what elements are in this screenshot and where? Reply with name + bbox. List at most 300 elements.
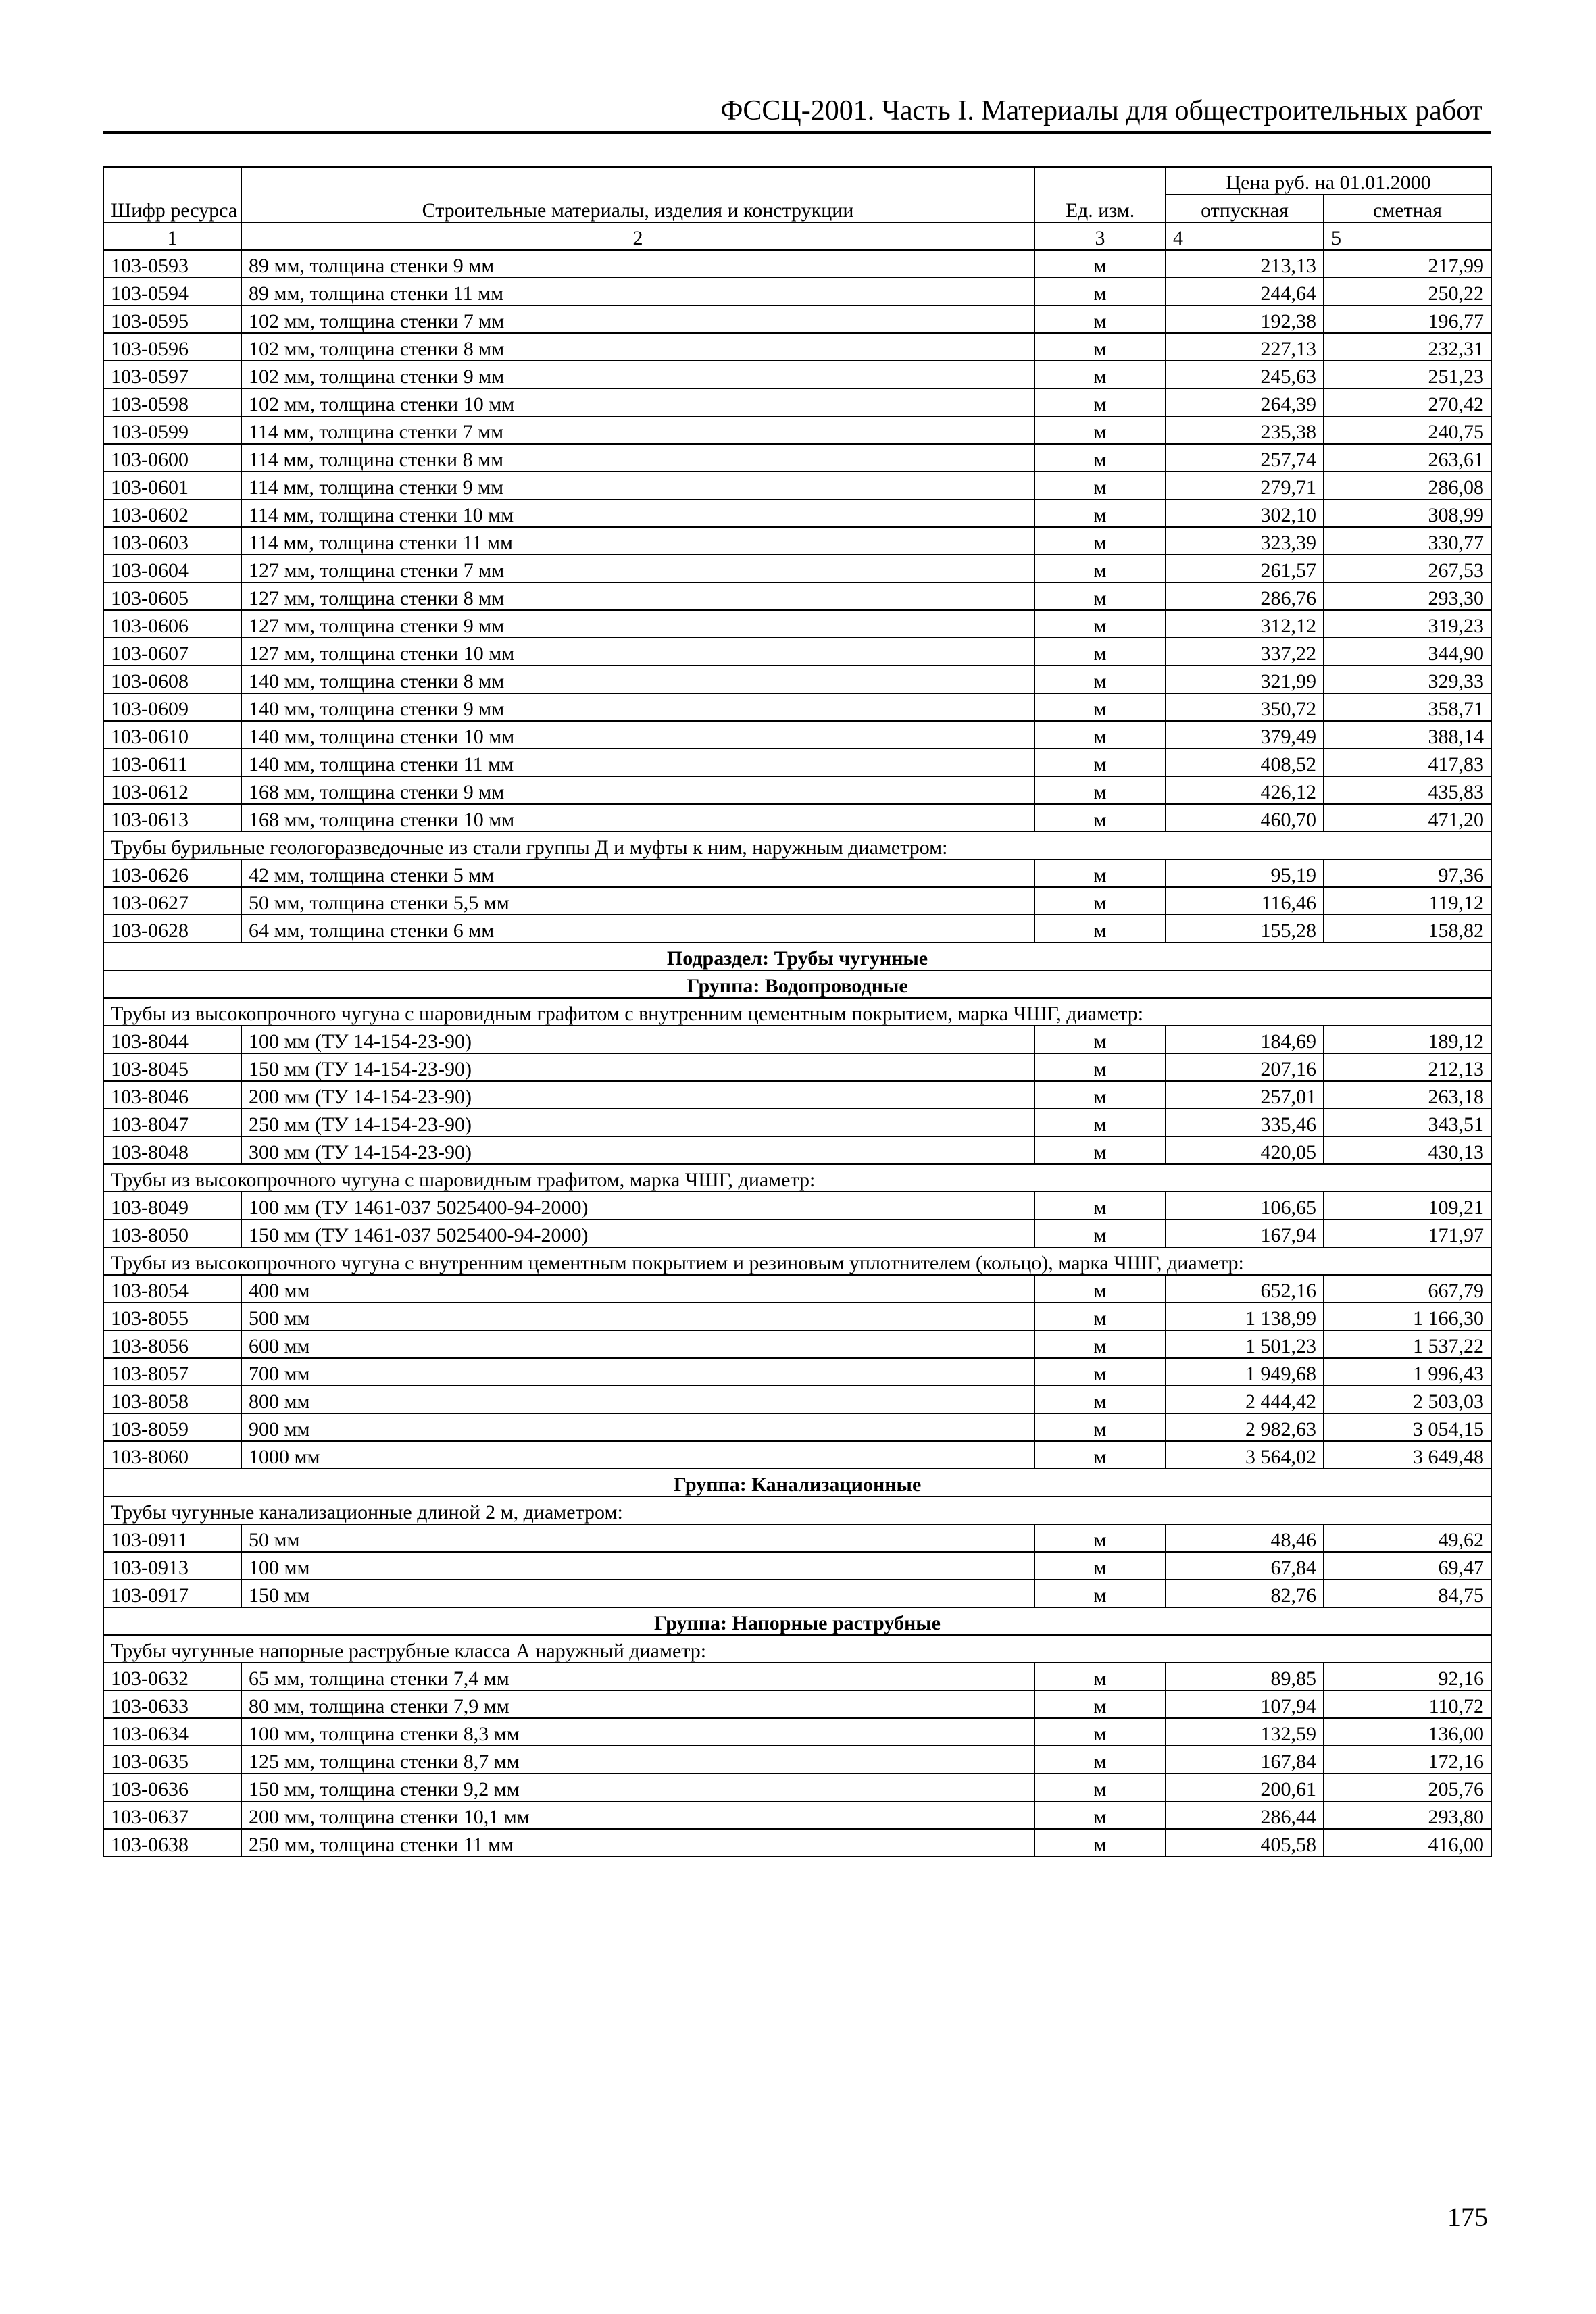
table-row: [103, 1053, 1491, 1081]
release-price-cell: 335,46: [1166, 1109, 1324, 1136]
category-description: Трубы бурильные геологоразведочные из стали группы Д и муфты к ним, наружным диаметром:: [103, 832, 1491, 859]
resource-code-cell: 103-8057: [103, 1358, 241, 1386]
material-name-cell: 127 мм, толщина стенки 9 мм: [241, 610, 1034, 638]
estimate-price-cell: 217,99: [1324, 250, 1491, 278]
unit-cell: м: [1034, 250, 1166, 278]
unit-cell: м: [1034, 1275, 1166, 1303]
release-price-cell: 107,94: [1166, 1690, 1324, 1718]
column-number-5: 5: [1324, 222, 1491, 250]
table-row: [103, 776, 1491, 804]
unit-cell: м: [1034, 776, 1166, 804]
unit-cell: м: [1034, 388, 1166, 416]
unit-cell: м: [1034, 1358, 1166, 1386]
intro-row: [103, 1247, 1491, 1275]
release-price-cell: 192,38: [1166, 305, 1324, 333]
estimate-price-cell: 1 996,43: [1324, 1358, 1491, 1386]
table-row: [103, 582, 1491, 610]
intro-row: [103, 998, 1491, 1026]
release-price-cell: 286,44: [1166, 1801, 1324, 1829]
resource-code-cell: 103-8045: [103, 1053, 241, 1081]
material-name-cell: 64 мм, толщина стенки 6 мм: [241, 915, 1034, 942]
material-name-cell: 89 мм, толщина стенки 9 мм: [241, 250, 1034, 278]
table-row: [103, 915, 1491, 942]
column-header-release: отпускная: [1166, 195, 1324, 222]
resource-code-cell: 103-8048: [103, 1136, 241, 1164]
table-row: [103, 1275, 1491, 1303]
section-row: [103, 942, 1491, 970]
release-price-cell: 207,16: [1166, 1053, 1324, 1081]
resource-code-cell: 103-8054: [103, 1275, 241, 1303]
unit-cell: м: [1034, 472, 1166, 499]
material-name-cell: 400 мм: [241, 1275, 1034, 1303]
unit-cell: м: [1034, 361, 1166, 388]
material-name-cell: 200 мм (ТУ 14-154-23-90): [241, 1081, 1034, 1109]
table-row: [103, 1358, 1491, 1386]
release-price-cell: 312,12: [1166, 610, 1324, 638]
estimate-price-cell: 293,30: [1324, 582, 1491, 610]
material-name-cell: 127 мм, толщина стенки 7 мм: [241, 555, 1034, 582]
table-row: [103, 1524, 1491, 1552]
resource-code-cell: 103-0607: [103, 638, 241, 665]
material-name-cell: 140 мм, толщина стенки 9 мм: [241, 693, 1034, 721]
unit-cell: м: [1034, 1026, 1166, 1053]
material-name-cell: 900 мм: [241, 1413, 1034, 1441]
release-price-cell: 95,19: [1166, 859, 1324, 887]
page-number: 175: [1447, 2202, 1488, 2232]
table-row: [103, 1829, 1491, 1857]
resource-code-cell: 103-0595: [103, 305, 241, 333]
table-row: [103, 305, 1491, 333]
material-name-cell: 300 мм (ТУ 14-154-23-90): [241, 1136, 1034, 1164]
estimate-price-cell: 2 503,03: [1324, 1386, 1491, 1413]
resource-code-cell: 103-0637: [103, 1801, 241, 1829]
unit-cell: м: [1034, 1386, 1166, 1413]
material-name-cell: 127 мм, толщина стенки 10 мм: [241, 638, 1034, 665]
estimate-price-cell: 251,23: [1324, 361, 1491, 388]
column-header-code: Шифр ресурса: [103, 167, 241, 222]
unit-cell: м: [1034, 1829, 1166, 1857]
category-description: Трубы из высокопрочного чугуна с внутренним цементным покрытием и резиновым уплотнителем (кольцо), марка ЧШГ, диаметр:: [103, 1247, 1491, 1275]
resource-code-cell: 103-0917: [103, 1580, 241, 1607]
release-price-cell: 184,69: [1166, 1026, 1324, 1053]
release-price-cell: 379,49: [1166, 721, 1324, 749]
resource-code-cell: 103-0626: [103, 859, 241, 887]
material-name-cell: 114 мм, толщина стенки 7 мм: [241, 416, 1034, 444]
material-name-cell: 600 мм: [241, 1330, 1034, 1358]
estimate-price-cell: 49,62: [1324, 1524, 1491, 1552]
table-row: [103, 444, 1491, 472]
table-row: [103, 749, 1491, 776]
estimate-price-cell: 667,79: [1324, 1275, 1491, 1303]
release-price-cell: 245,63: [1166, 361, 1324, 388]
table-row: [103, 804, 1491, 832]
release-price-cell: 1 949,68: [1166, 1358, 1324, 1386]
material-name-cell: 102 мм, толщина стенки 10 мм: [241, 388, 1034, 416]
release-price-cell: 286,76: [1166, 582, 1324, 610]
table-row: [103, 1663, 1491, 1690]
unit-cell: м: [1034, 721, 1166, 749]
unit-cell: м: [1034, 859, 1166, 887]
material-name-cell: 114 мм, толщина стенки 9 мм: [241, 472, 1034, 499]
material-name-cell: 1000 мм: [241, 1441, 1034, 1469]
resource-code-cell: 103-8046: [103, 1081, 241, 1109]
intro-row: [103, 1635, 1491, 1663]
material-name-cell: 168 мм, толщина стенки 9 мм: [241, 776, 1034, 804]
estimate-price-cell: 189,12: [1324, 1026, 1491, 1053]
resource-code-cell: 103-0606: [103, 610, 241, 638]
material-name-cell: 250 мм, толщина стенки 11 мм: [241, 1829, 1034, 1857]
resource-code-cell: 103-0608: [103, 665, 241, 693]
category-description: Трубы чугунные напорные раструбные класса А наружный диаметр:: [103, 1635, 1491, 1663]
estimate-price-cell: 84,75: [1324, 1580, 1491, 1607]
table-row: [103, 1580, 1491, 1607]
material-name-cell: 150 мм (ТУ 1461-037 5025400-94-2000): [241, 1219, 1034, 1247]
release-price-cell: 167,84: [1166, 1746, 1324, 1774]
table-row: [103, 361, 1491, 388]
resource-code-cell: 103-8058: [103, 1386, 241, 1413]
release-price-cell: 1 501,23: [1166, 1330, 1324, 1358]
unit-cell: м: [1034, 749, 1166, 776]
resource-code-cell: 103-0609: [103, 693, 241, 721]
estimate-price-cell: 232,31: [1324, 333, 1491, 361]
release-price-cell: 261,57: [1166, 555, 1324, 582]
resource-code-cell: 103-0598: [103, 388, 241, 416]
table-row: [103, 555, 1491, 582]
estimate-price-cell: 196,77: [1324, 305, 1491, 333]
material-name-cell: 700 мм: [241, 1358, 1034, 1386]
intro-row: [103, 1164, 1491, 1192]
unit-cell: м: [1034, 278, 1166, 305]
release-price-cell: 167,94: [1166, 1219, 1324, 1247]
release-price-cell: 2 982,63: [1166, 1413, 1324, 1441]
group-row: [103, 970, 1491, 998]
group-row: [103, 1607, 1491, 1635]
table-row: [103, 527, 1491, 555]
resource-code-cell: 103-0599: [103, 416, 241, 444]
resource-code-cell: 103-8049: [103, 1192, 241, 1219]
estimate-price-cell: 471,20: [1324, 804, 1491, 832]
estimate-price-cell: 308,99: [1324, 499, 1491, 527]
release-price-cell: 48,46: [1166, 1524, 1324, 1552]
material-name-cell: 65 мм, толщина стенки 7,4 мм: [241, 1663, 1034, 1690]
estimate-price-cell: 270,42: [1324, 388, 1491, 416]
category-description: Трубы чугунные канализационные длиной 2 м, диаметром:: [103, 1496, 1491, 1524]
estimate-price-cell: 136,00: [1324, 1718, 1491, 1746]
unit-cell: м: [1034, 1219, 1166, 1247]
unit-cell: м: [1034, 1192, 1166, 1219]
estimate-price-cell: 263,61: [1324, 444, 1491, 472]
estimate-price-cell: 158,82: [1324, 915, 1491, 942]
unit-cell: м: [1034, 1580, 1166, 1607]
resource-code-cell: 103-0635: [103, 1746, 241, 1774]
group-heading: Группа: Водопроводные: [103, 970, 1491, 998]
material-name-cell: 140 мм, толщина стенки 11 мм: [241, 749, 1034, 776]
release-price-cell: 350,72: [1166, 693, 1324, 721]
table-row: [103, 1303, 1491, 1330]
unit-cell: м: [1034, 804, 1166, 832]
material-name-cell: 168 мм, толщина стенки 10 мм: [241, 804, 1034, 832]
table-row: [103, 1081, 1491, 1109]
release-price-cell: 426,12: [1166, 776, 1324, 804]
resource-code-cell: 103-8059: [103, 1413, 241, 1441]
resource-code-cell: 103-0633: [103, 1690, 241, 1718]
estimate-price-cell: 97,36: [1324, 859, 1491, 887]
release-price-cell: 235,38: [1166, 416, 1324, 444]
material-name-cell: 150 мм, толщина стенки 9,2 мм: [241, 1774, 1034, 1801]
estimate-price-cell: 171,97: [1324, 1219, 1491, 1247]
resource-code-cell: 103-0613: [103, 804, 241, 832]
material-name-cell: 100 мм, толщина стенки 8,3 мм: [241, 1718, 1034, 1746]
release-price-cell: 460,70: [1166, 804, 1324, 832]
resource-code-cell: 103-0602: [103, 499, 241, 527]
unit-cell: м: [1034, 1053, 1166, 1081]
unit-cell: м: [1034, 416, 1166, 444]
unit-cell: м: [1034, 582, 1166, 610]
material-name-cell: 102 мм, толщина стенки 8 мм: [241, 333, 1034, 361]
resource-code-cell: 103-0627: [103, 887, 241, 915]
group-heading: Группа: Напорные раструбные: [103, 1607, 1491, 1635]
unit-cell: м: [1034, 1690, 1166, 1718]
material-name-cell: 50 мм, толщина стенки 5,5 мм: [241, 887, 1034, 915]
material-name-cell: 114 мм, толщина стенки 10 мм: [241, 499, 1034, 527]
unit-cell: м: [1034, 527, 1166, 555]
material-name-cell: 102 мм, толщина стенки 9 мм: [241, 361, 1034, 388]
table-row: [103, 1552, 1491, 1580]
release-price-cell: 200,61: [1166, 1774, 1324, 1801]
table-row: [103, 388, 1491, 416]
resource-code-cell: 103-0605: [103, 582, 241, 610]
estimate-price-cell: 3 649,48: [1324, 1441, 1491, 1469]
release-price-cell: 257,01: [1166, 1081, 1324, 1109]
estimate-price-cell: 250,22: [1324, 278, 1491, 305]
estimate-price-cell: 329,33: [1324, 665, 1491, 693]
release-price-cell: 2 444,42: [1166, 1386, 1324, 1413]
column-header-estimate: сметная: [1324, 195, 1491, 222]
estimate-price-cell: 119,12: [1324, 887, 1491, 915]
table-row: [103, 887, 1491, 915]
table-row: [103, 416, 1491, 444]
resource-code-cell: 103-0628: [103, 915, 241, 942]
release-price-cell: 321,99: [1166, 665, 1324, 693]
release-price-cell: 106,65: [1166, 1192, 1324, 1219]
table-row: [103, 250, 1491, 278]
resource-code-cell: 103-8055: [103, 1303, 241, 1330]
estimate-price-cell: 69,47: [1324, 1552, 1491, 1580]
estimate-price-cell: 109,21: [1324, 1192, 1491, 1219]
unit-cell: м: [1034, 444, 1166, 472]
resource-code-cell: 103-0603: [103, 527, 241, 555]
release-price-cell: 279,71: [1166, 472, 1324, 499]
resource-code-cell: 103-0636: [103, 1774, 241, 1801]
resource-code-cell: 103-0596: [103, 333, 241, 361]
release-price-cell: 652,16: [1166, 1275, 1324, 1303]
estimate-price-cell: 358,71: [1324, 693, 1491, 721]
unit-cell: м: [1034, 1552, 1166, 1580]
resource-code-cell: 103-8056: [103, 1330, 241, 1358]
table-row: [103, 1690, 1491, 1718]
release-price-cell: 264,39: [1166, 388, 1324, 416]
estimate-price-cell: 435,83: [1324, 776, 1491, 804]
release-price-cell: 132,59: [1166, 1718, 1324, 1746]
material-name-cell: 80 мм, толщина стенки 7,9 мм: [241, 1690, 1034, 1718]
release-price-cell: 408,52: [1166, 749, 1324, 776]
table-row: [103, 1136, 1491, 1164]
resource-code-cell: 103-8047: [103, 1109, 241, 1136]
material-name-cell: 50 мм: [241, 1524, 1034, 1552]
material-name-cell: 100 мм (ТУ 14-154-23-90): [241, 1026, 1034, 1053]
intro-row: [103, 832, 1491, 859]
table-row: [103, 721, 1491, 749]
resource-code-cell: 103-8044: [103, 1026, 241, 1053]
material-name-cell: 200 мм, толщина стенки 10,1 мм: [241, 1801, 1034, 1829]
estimate-price-cell: 343,51: [1324, 1109, 1491, 1136]
estimate-price-cell: 388,14: [1324, 721, 1491, 749]
release-price-cell: 116,46: [1166, 887, 1324, 915]
estimate-price-cell: 263,18: [1324, 1081, 1491, 1109]
unit-cell: м: [1034, 1524, 1166, 1552]
column-header-price: Цена руб. на 01.01.2000: [1166, 167, 1491, 195]
material-name-cell: 42 мм, толщина стенки 5 мм: [241, 859, 1034, 887]
release-price-cell: 213,13: [1166, 250, 1324, 278]
unit-cell: м: [1034, 333, 1166, 361]
unit-cell: м: [1034, 915, 1166, 942]
estimate-price-cell: 417,83: [1324, 749, 1491, 776]
estimate-price-cell: 344,90: [1324, 638, 1491, 665]
table-row: [103, 1413, 1491, 1441]
material-name-cell: 125 мм, толщина стенки 8,7 мм: [241, 1746, 1034, 1774]
resource-code-cell: 103-0911: [103, 1524, 241, 1552]
category-description: Трубы из высокопрочного чугуна с шаровидным графитом, марка ЧШГ, диаметр:: [103, 1164, 1491, 1192]
table-body: [103, 250, 1491, 1857]
table-row: [103, 1192, 1491, 1219]
material-name-cell: 102 мм, толщина стенки 7 мм: [241, 305, 1034, 333]
table-row: [103, 278, 1491, 305]
column-number-4: 4: [1166, 222, 1324, 250]
resource-code-cell: 103-8060: [103, 1441, 241, 1469]
unit-cell: м: [1034, 1109, 1166, 1136]
unit-cell: м: [1034, 693, 1166, 721]
unit-cell: м: [1034, 1330, 1166, 1358]
estimate-price-cell: 319,23: [1324, 610, 1491, 638]
page-header-title: ФССЦ-2001. Часть I. Материалы для общестроительных работ: [720, 95, 1482, 126]
release-price-cell: 302,10: [1166, 499, 1324, 527]
estimate-price-cell: 286,08: [1324, 472, 1491, 499]
unit-cell: м: [1034, 610, 1166, 638]
release-price-cell: 227,13: [1166, 333, 1324, 361]
estimate-price-cell: 1 537,22: [1324, 1330, 1491, 1358]
release-price-cell: 89,85: [1166, 1663, 1324, 1690]
release-price-cell: 3 564,02: [1166, 1441, 1324, 1469]
unit-cell: м: [1034, 1746, 1166, 1774]
table-row: [103, 610, 1491, 638]
estimate-price-cell: 172,16: [1324, 1746, 1491, 1774]
table-row: [103, 1746, 1491, 1774]
material-name-cell: 250 мм (ТУ 14-154-23-90): [241, 1109, 1034, 1136]
header-rule: [103, 131, 1491, 134]
estimate-price-cell: 416,00: [1324, 1829, 1491, 1857]
column-numbers-row: [103, 222, 1491, 250]
table-row: [103, 1330, 1491, 1358]
resource-code-cell: 103-0632: [103, 1663, 241, 1690]
unit-cell: м: [1034, 1801, 1166, 1829]
resource-code-cell: 103-0913: [103, 1552, 241, 1580]
table-row: [103, 693, 1491, 721]
material-name-cell: 800 мм: [241, 1386, 1034, 1413]
table-row: [103, 1718, 1491, 1746]
unit-cell: м: [1034, 638, 1166, 665]
material-name-cell: 150 мм (ТУ 14-154-23-90): [241, 1053, 1034, 1081]
unit-cell: м: [1034, 1774, 1166, 1801]
resource-code-cell: 103-0634: [103, 1718, 241, 1746]
header-row: [103, 167, 1491, 195]
material-name-cell: 100 мм: [241, 1552, 1034, 1580]
unit-cell: м: [1034, 1663, 1166, 1690]
table-row: [103, 1386, 1491, 1413]
release-price-cell: 67,84: [1166, 1552, 1324, 1580]
resource-code-cell: 103-0600: [103, 444, 241, 472]
table-row: [103, 1441, 1491, 1469]
price-table: [103, 166, 1492, 1857]
table-row: [103, 859, 1491, 887]
resource-code-cell: 103-0593: [103, 250, 241, 278]
resource-code-cell: 103-0610: [103, 721, 241, 749]
release-price-cell: 257,74: [1166, 444, 1324, 472]
column-number-3: 3: [1034, 222, 1166, 250]
estimate-price-cell: 110,72: [1324, 1690, 1491, 1718]
release-price-cell: 323,39: [1166, 527, 1324, 555]
estimate-price-cell: 205,76: [1324, 1774, 1491, 1801]
release-price-cell: 420,05: [1166, 1136, 1324, 1164]
estimate-price-cell: 293,80: [1324, 1801, 1491, 1829]
release-price-cell: 405,58: [1166, 1829, 1324, 1857]
estimate-price-cell: 330,77: [1324, 527, 1491, 555]
column-header-unit: Ед. изм.: [1034, 167, 1166, 222]
group-heading: Группа: Канализационные: [103, 1469, 1491, 1496]
table-row: [103, 1219, 1491, 1247]
estimate-price-cell: 3 054,15: [1324, 1413, 1491, 1441]
estimate-price-cell: 212,13: [1324, 1053, 1491, 1081]
material-name-cell: 140 мм, толщина стенки 10 мм: [241, 721, 1034, 749]
estimate-price-cell: 267,53: [1324, 555, 1491, 582]
unit-cell: м: [1034, 305, 1166, 333]
material-name-cell: 100 мм (ТУ 1461-037 5025400-94-2000): [241, 1192, 1034, 1219]
material-name-cell: 127 мм, толщина стенки 8 мм: [241, 582, 1034, 610]
unit-cell: м: [1034, 1136, 1166, 1164]
resource-code-cell: 103-0601: [103, 472, 241, 499]
unit-cell: м: [1034, 887, 1166, 915]
unit-cell: м: [1034, 1413, 1166, 1441]
group-row: [103, 1469, 1491, 1496]
unit-cell: м: [1034, 555, 1166, 582]
intro-row: [103, 1496, 1491, 1524]
material-name-cell: 500 мм: [241, 1303, 1034, 1330]
material-name-cell: 89 мм, толщина стенки 11 мм: [241, 278, 1034, 305]
release-price-cell: 155,28: [1166, 915, 1324, 942]
resource-code-cell: 103-0612: [103, 776, 241, 804]
column-header-name: Строительные материалы, изделия и конструкции: [241, 167, 1034, 222]
estimate-price-cell: 92,16: [1324, 1663, 1491, 1690]
section-heading: Подраздел: Трубы чугунные: [103, 942, 1491, 970]
resource-code-cell: 103-0604: [103, 555, 241, 582]
table-row: [103, 472, 1491, 499]
resource-code-cell: 103-0597: [103, 361, 241, 388]
estimate-price-cell: 240,75: [1324, 416, 1491, 444]
release-price-cell: 244,64: [1166, 278, 1324, 305]
estimate-price-cell: 430,13: [1324, 1136, 1491, 1164]
unit-cell: м: [1034, 1303, 1166, 1330]
resource-code-cell: 103-0638: [103, 1829, 241, 1857]
table-row: [103, 665, 1491, 693]
